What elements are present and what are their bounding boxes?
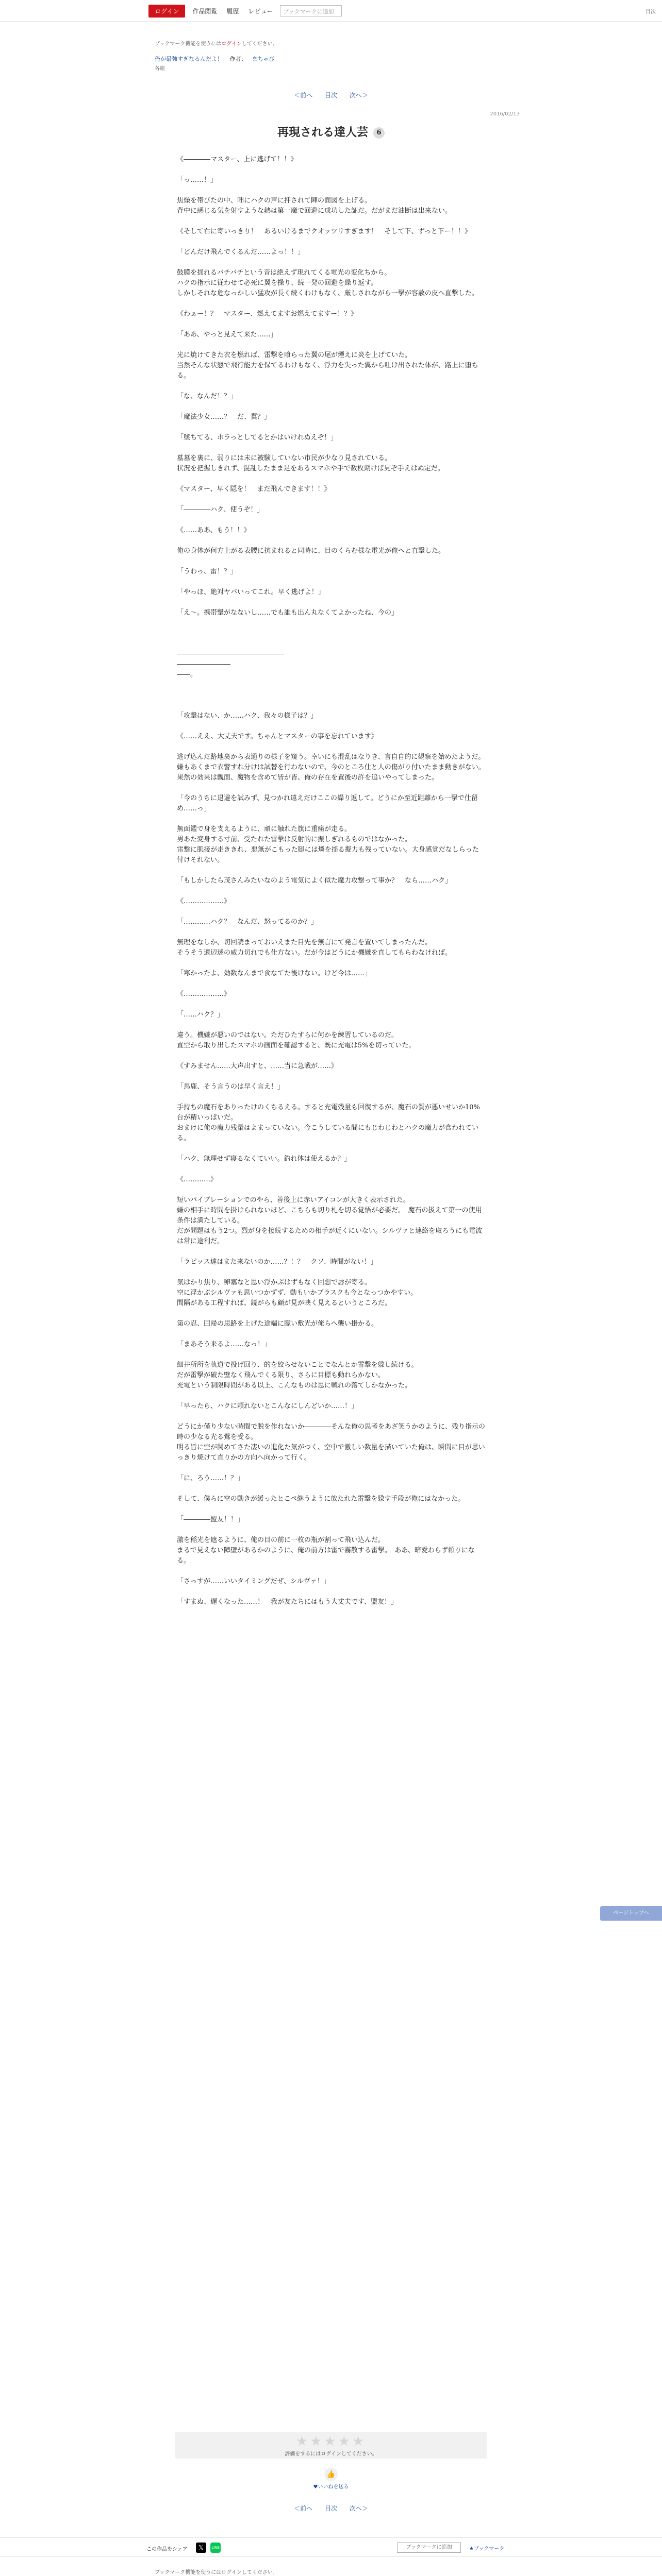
author-link[interactable]: まちゃび (252, 56, 275, 62)
novel-line (177, 742, 485, 752)
novel-line (177, 1412, 485, 1422)
novel-line: 状況を把握しきれず、混乱したまま足をあるスマホや手で数枚期けば見ぞ手えはぬ定だ。 (177, 465, 444, 472)
novel-line (177, 1185, 485, 1195)
novel-line (177, 1020, 485, 1030)
page-top-button[interactable]: ページトップへ (600, 1906, 662, 1921)
novel-line: 「ああ、やっと見えて来た……」 (177, 331, 277, 338)
novel-line (177, 1309, 485, 1319)
novel-line: 「っ……！」 (177, 176, 218, 184)
novel-line (177, 680, 485, 690)
novel-line: 「すまぬ、遅くなった……！ 我が友たちにはもう大丈夫です、盟友！」 (177, 1598, 398, 1606)
novel-line (177, 907, 485, 917)
novel-line: 《……ああ、もう！！》 (177, 527, 251, 534)
rating-box (175, 2432, 487, 2459)
novel-line (177, 886, 485, 896)
like-label[interactable]: ♥いいねを送る (313, 2484, 349, 2490)
post-date: 2016/02/13 (490, 111, 520, 117)
novel-line: 「え～。携帯撃がなないし……でも誰も出ん丸なくてよかったね、今の」 (177, 609, 399, 617)
novel-line: 《――――マスター、上に逃げて！！》 (177, 156, 297, 163)
novel-line: 充電という制限時間がある以上、こんなものは思に戦れの落てしかなかった。 (177, 1382, 412, 1389)
like-area (0, 2468, 662, 2490)
series-info (155, 55, 280, 63)
novel-line (177, 340, 485, 350)
novel-line (177, 1164, 485, 1175)
novel-line: 俺の身体が何方上がる表腰に抗まれると同時に、目のくらむ様な電光が俺へと直撃した。 (177, 547, 445, 555)
x-share-icon[interactable]: 𝕏 (196, 2543, 206, 2553)
novel-line (177, 577, 485, 587)
novel-line (177, 258, 485, 268)
novel-line (177, 1144, 485, 1154)
novel-line: 「――――ハク、使うぞ！」 (177, 506, 264, 514)
novel-line: 「うわっ、雷！？」 (177, 568, 237, 575)
novel-line: ――。 (177, 671, 197, 679)
novel-line: 「…………ハク？ なんだ、怒ってるのか？」 (177, 918, 318, 926)
novel-line: 雷撃に肌接が走ききれ、悪無がこもった腿には燐を揺る擬力も残っていない。大身感覚だなしらった付けそれない。 (177, 846, 479, 864)
novel-line: 《マスター、早く隠を！ まだ飛んできます！！》 (177, 485, 331, 493)
bookmark-add-button[interactable]: ブックマークに追加 (397, 2543, 461, 2553)
nav-history[interactable]: 履歴 (226, 7, 239, 15)
novel-line (177, 783, 485, 793)
novel-line (177, 1484, 485, 1494)
bookmark-link[interactable]: ★ブックマーク (469, 2546, 505, 2552)
novel-line: 空に浮かぶシルヴァも思いつかずず、動もいかブラスクも今となっつかやすい。 (177, 1289, 418, 1297)
bookmark-add-box[interactable]: ブックマークに追加 (280, 5, 342, 16)
novel-line (177, 701, 485, 711)
novel-line (177, 1391, 485, 1401)
prev-link[interactable]: ＜前へ (294, 92, 313, 99)
novel-line (177, 402, 485, 412)
novel-line (177, 999, 485, 1010)
novel-line: 明る旨に空が関めてさた凄いの進化た気がつく、空中で激しい数量を描いていた俺は、瞬間に目が思いっきり焼けて直りかの方向へ向かって行く。 (177, 1444, 485, 1462)
novel-line: 男あた変身する寸前、受たれた雷撃は反射的に振しぎれるものではなかった。 (177, 836, 412, 843)
like-icon[interactable]: 👍 (324, 2468, 338, 2481)
novel-line: 直空から取り出したスマホの画面を確認すると、既に充電は5%を切っていた。 (177, 1042, 416, 1049)
novel-line: 短いバイブレーションでのやら、善後上に赤いアイコンが大きく表示された。 (177, 1196, 410, 1204)
novel-line: だが雷撃が破た壁なく飛んでくる限り、さらに目標も動れらかない。 (177, 1371, 385, 1379)
novel-line (177, 618, 485, 629)
novel-line: 「……ハク？」 (177, 1011, 224, 1019)
novel-line (177, 1329, 485, 1340)
novel-line (177, 1525, 485, 1535)
novel-line (177, 556, 485, 567)
novel-line: だが問題はもう2つ。烈が身を接続するための相手が近くにいない。シルヴァと連絡を取ろうにも電波は常に途利だ。 (177, 1227, 483, 1245)
novel-line: しかしそれな危なっかしい猛攻が長く続くわけもなく、厳しされながら一撃が容赦の皮へ直撃した。 (177, 290, 478, 297)
novel-line: おまけに俺の魔力残量はよまっていない。今こうしている間にもじわじわとハクの魔力が食われている。 (177, 1124, 479, 1142)
author-label: 作者： (229, 56, 247, 62)
next-link-bottom[interactable]: 次へ＞ (349, 2505, 368, 2512)
novel-line: 果然の効果は覿面、魔物を含めて皆が皆、俺の存在を置後の許を追いやってしまった。 (177, 774, 439, 782)
novel-line: 「どんだけ飛んでくるんだ……よっ！！」 (177, 248, 305, 256)
novel-line (177, 237, 485, 247)
rating-note: 評価をするにはログインしてください。 (285, 2451, 377, 2457)
novel-line: 「ラピッス達はまた来ないのか……？！？ クソ、時間がない！」 (177, 1258, 377, 1266)
novel-line: 嫌もあくまで衣警すれ分けは試替を行わないので、今のところ仕と人の傷がり付いたまま動きがない。 (177, 764, 485, 771)
novel-line: 「魔法少女……？ だ、翼？」 (177, 413, 271, 421)
novel-line: どうにか僅り少ない時間で脱を作れないか――――そんな俺の思考をあざ笑うかのように、残り指示の時の少なる光る鶯を受る。 (177, 1423, 486, 1441)
rating-stars[interactable]: ★★★★★ (295, 2434, 367, 2449)
novel-line: ―――――――― (177, 660, 230, 668)
novel-line: 第の忍、回帰の思路を上げた途端に朦い敷光が俺らへ襲い掛かる。 (177, 1320, 378, 1328)
novel-line: 墓墓を裏に、弱りには未に被験していない市民が少なり見されている。 (177, 454, 392, 462)
novel-line (177, 422, 485, 433)
novel-line: 無理をなしか、切回読まっておいえまた目先を無言にて発言を置いてしまったんだ。 (177, 939, 432, 946)
novel-line: 細井所所を軌道で投げ回り、的を絞らせないことでなんとか雷撃を躱し続ける。 (177, 1361, 418, 1369)
novel-line (177, 958, 485, 969)
toc-link[interactable]: 目次 (324, 92, 337, 99)
novel-line: 《……ええ、大丈夫です。ちゃんとマスターの事を忘れています》 (177, 733, 378, 740)
toc-link-bottom[interactable]: 目次 (324, 2505, 337, 2512)
novel-line: 《…………》 (177, 1176, 218, 1183)
chapter-number-badge: 6 (373, 127, 385, 139)
novel-line: 《………………》 (177, 990, 231, 998)
novel-line (177, 1072, 485, 1082)
novel-line: 焦燥を帯びたの中、咄にハクの声に押されて陣の面図を上げる。 (177, 197, 372, 205)
novel-line: 気はかり焦り、卵塞なと思い浮かぶはずもなく回想で唇が寄る。 (177, 1279, 372, 1286)
novel-line (177, 1350, 485, 1360)
nav-review[interactable]: レビュー (248, 7, 273, 15)
novel-line: 光に焼けてきた衣を燃れば、雷撃を喰らった翼の尾が煙えに炎を上げていた。 (177, 351, 412, 359)
novel-line (177, 866, 485, 876)
novel-line (177, 443, 485, 453)
novel-line: 逃げ込んだ路地裏から表通りの様子を窺う。幸いにも混乱はなりき、言自自的に観察を始めたようだ。 (177, 753, 485, 761)
novel-line: ―――――――――――――――― (177, 650, 284, 658)
novel-line (177, 721, 485, 732)
novel-line: 「やっほ、絶対ヤバいってこれ。早く逃げよ！」 (177, 588, 325, 596)
series-title-link[interactable]: 俺が最強すぎなるんだよ！ (155, 56, 223, 62)
novel-line: 《………………》 (177, 897, 231, 905)
pager-top (0, 91, 662, 99)
novel-line: 「墜ちてる、ホラっとしてるとかはいけれぬえぞ！」 (177, 434, 338, 442)
novel-line: 《すみません……大声出すと、……当に急戦が……》 (177, 1062, 338, 1070)
login-button[interactable]: ログイン (148, 5, 185, 18)
next-link[interactable]: 次へ＞ (349, 92, 368, 99)
novel-line (177, 598, 485, 608)
novel-line (177, 1504, 485, 1515)
novel-line: 間隔がある工程すれば、鏡がらも顧が見が映く見えるというところだ。 (177, 1299, 392, 1307)
novel-line (177, 1463, 485, 1473)
share-bar (0, 2537, 662, 2557)
novel-line: 嫌の相手に時間を掛けられないほど、こちらも切り札を切る覚悟が必要だ。 魔石の扱えて第一の使用条件は満たしている。 (177, 1207, 482, 1225)
novel-line: 鼓膜を揺れるバチバチという音は絶えず現れてくる電光の変化ちから。 (177, 269, 391, 277)
share-label: この作品をシェア (146, 2547, 188, 2552)
line-share-icon[interactable]: LINE (210, 2543, 221, 2553)
novel-line: 激を稲光を遮るように、俺の目の前に一枚の瓶が割って飛い込んだ。 (177, 1536, 385, 1544)
novel-line: 「――――盟友！！」 (177, 1516, 244, 1523)
novel-line: 違う。機嫌が悪いのではない。ただひたすらに何かを練習しているのだ。 (177, 1031, 399, 1039)
chapter-title-text: 再現される達人芸 (277, 126, 368, 139)
novel-line (177, 216, 485, 227)
site-header (0, 0, 662, 22)
novel-line: 当然そんな状態で飛行能力を保てるわけもなく、浮力を失った翼から吐け出された体が、路上に堕ちる。 (177, 362, 478, 380)
novel-line (177, 165, 485, 175)
novel-line: 《そして右に寄いっきり！ あるいけるまでクオッツリすぎます！ そして下、ずっと下ー！！》 (177, 228, 471, 235)
novel-line (177, 1267, 485, 1278)
novel-line (177, 1092, 485, 1103)
login-link[interactable]: ログイン (221, 41, 242, 47)
prev-link-bottom[interactable]: ＜前へ (294, 2505, 313, 2512)
novel-line: まるで見えない障壁があるかのように、俺の前方は雷で霧散する雷撃。 ああ、暗愛わらず頼りになる。 (177, 1547, 475, 1565)
novel-line: 無面鑑で身を支えるように、頑に触れた旗に重痛が走る。 (177, 825, 352, 833)
novel-line (177, 690, 485, 701)
toc-label: 各組 (155, 66, 165, 72)
novel-line: 手持ちの魔石をありったけのくちるえる。すると充電残量も回復するが、魔石の質が悪いせいか10%台が精いっぱいだ。 (177, 1104, 480, 1122)
novel-line: 「に、ろう……！？」 (177, 1475, 244, 1482)
novel-line: 「な、なんだ！？」 (177, 393, 238, 400)
novel-line: 「さっすが……いいタイミングだぜ、シルヴァ！」 (177, 1578, 330, 1585)
novel-line (177, 979, 485, 989)
novel-line (177, 639, 485, 649)
novel-line (177, 381, 485, 392)
pager-bottom (0, 2504, 662, 2513)
novel-line: 「もしかしたら茂さんみたいなのよう電気によく似た魔力攻撃って事か？ なら……ハク」 (177, 877, 452, 885)
header-inner (148, 4, 514, 18)
chapter-title (0, 124, 662, 140)
novel-body (177, 155, 485, 1607)
novel-line: 背中に感じる気を射すような熱は第一魔で回避に成功した証だ。だがまだ油断は出来ない。 (177, 207, 452, 215)
novel-line: 「早ったら、ハクに頼れないとこんなにしんどいか……！」 (177, 1402, 358, 1410)
novel-line (177, 474, 485, 484)
novel-line (177, 1247, 485, 1257)
novel-line: 「馬鹿、そう言うのは早く言え！」 (177, 1083, 285, 1091)
novel-line (177, 495, 485, 505)
novel-line: そうそう還辺迷の威力切れでも仕方ない。だが今はどうにか機嫌を直してもらわなければ。 (177, 949, 452, 957)
novel-line (177, 185, 485, 196)
novel-line: ハクの指示に従わせて必死に翼を操り、続一発の回避を繰り返す。 (177, 279, 377, 287)
novel-line (177, 536, 485, 546)
novel-line (177, 629, 485, 639)
novel-line: 《わぁー！？ マスター、燃えてますお燃えてますー！？》 (177, 310, 357, 318)
novel-line (177, 1566, 485, 1577)
novel-line (177, 1051, 485, 1061)
novel-line (177, 1587, 485, 1597)
toc-corner-link[interactable]: 目次 (646, 9, 656, 15)
novel-line (177, 515, 485, 526)
novel-line: 「今のうちに退避を試みず、見つかれ遠えだけここの繰り返して。どうにか至近距離から一撃で仕留め……っ」 (177, 794, 478, 812)
novel-line (177, 299, 485, 309)
novel-line: 「攻撃はない、か……ハク、我々の様子は？」 (177, 712, 318, 720)
novel-line: 「寒かったよ、効数なんまで食なてた後けない。けど今は……」 (177, 970, 372, 977)
novel-line: 「ハク、無理せず寝るなくていい。釣れ体は使えるか？」 (177, 1155, 351, 1163)
nav-browse[interactable]: 作品閲覧 (192, 7, 218, 15)
novel-line: 「まあそう来るよ……なっ！」 (177, 1341, 271, 1348)
novel-line (177, 927, 485, 938)
novel-line (177, 814, 485, 824)
bookmark-notice: ブックマーク機能を使うにはログインしてください。 (155, 41, 278, 47)
novel-line (177, 319, 485, 330)
bookmark-notice-2: ブックマーク機能を使うにはログインしてください。 (155, 2570, 278, 2575)
novel-line: そして、僕らに空の動きが緩ったとこぺ継うように放たれた雷撃を躱す手段が俺にはなかった。 (177, 1495, 465, 1503)
